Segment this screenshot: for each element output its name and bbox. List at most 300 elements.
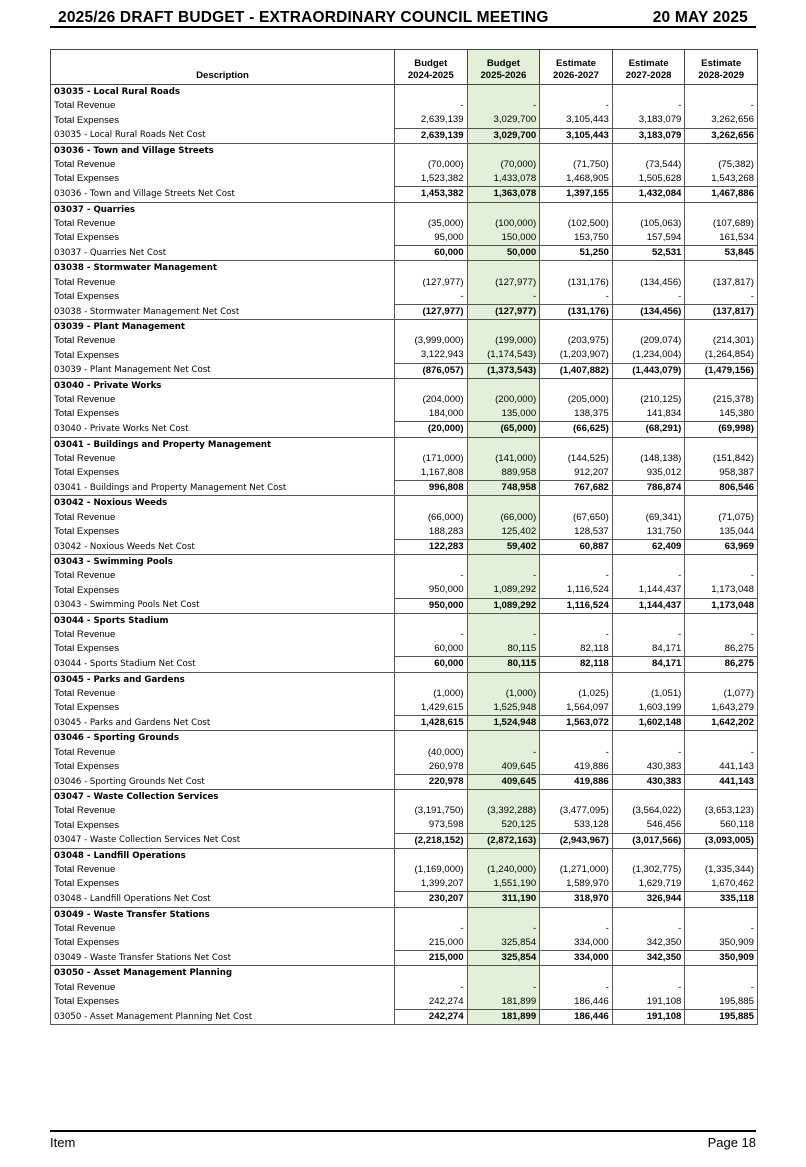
value-budget-2024-2025: - [395, 628, 468, 642]
empty-cell [540, 555, 613, 570]
value-estimate-2027-2028: 546,456 [612, 818, 685, 833]
empty-cell [612, 966, 685, 981]
value-budget-2025-2026: - [467, 99, 540, 113]
value-budget-2024-2025: - [395, 99, 468, 113]
row-label: Total Revenue [51, 334, 395, 348]
table-row [51, 922, 758, 936]
value-budget-2024-2025: 215,000 [395, 936, 468, 951]
section-header-row [51, 437, 758, 452]
empty-cell [612, 143, 685, 158]
value-estimate-2028-2029: - [685, 922, 758, 936]
empty-cell [685, 790, 758, 805]
row-label: Total Expenses [51, 113, 395, 128]
budget-table-body [51, 85, 758, 1025]
value-budget-2025-2026: 150,000 [467, 231, 540, 246]
table-row [51, 525, 758, 540]
net-cost-label: 03035 - Local Rural Roads Net Cost [51, 128, 395, 143]
value-estimate-2028-2029: 195,885 [685, 995, 758, 1010]
value-budget-2025-2026: - [467, 980, 540, 994]
empty-cell [467, 613, 540, 628]
column-header-estimate-2026-2027: Estimate 2026-2027 [540, 50, 613, 85]
net-budget-2025-2026: 50,000 [467, 246, 540, 261]
page-number: Page 18 [707, 1135, 756, 1150]
value-budget-2024-2025: (35,000) [395, 217, 468, 231]
net-cost-row [51, 892, 758, 907]
empty-cell [467, 85, 540, 100]
value-budget-2024-2025: - [395, 569, 468, 583]
empty-cell [685, 966, 758, 981]
empty-cell [467, 202, 540, 217]
value-budget-2025-2026: - [467, 290, 540, 305]
value-estimate-2027-2028: - [612, 980, 685, 994]
table-row [51, 172, 758, 187]
empty-cell [467, 496, 540, 511]
value-estimate-2026-2027: 153,750 [540, 231, 613, 246]
net-budget-2024-2025: 2,639,139 [395, 128, 468, 143]
value-budget-2024-2025: 1,167,808 [395, 466, 468, 481]
net-cost-row [51, 657, 758, 672]
empty-cell [395, 731, 468, 746]
table-row [51, 980, 758, 994]
section-title: 03049 - Waste Transfer Stations [51, 907, 395, 922]
row-label: Total Expenses [51, 877, 395, 892]
net-estimate-2027-2028: 1,144,437 [612, 598, 685, 613]
value-budget-2024-2025: (3,999,000) [395, 334, 468, 348]
net-budget-2025-2026: 1,089,292 [467, 598, 540, 613]
value-estimate-2026-2027: (67,650) [540, 510, 613, 524]
net-estimate-2028-2029: 335,118 [685, 892, 758, 907]
value-budget-2025-2026: - [467, 922, 540, 936]
value-estimate-2028-2029: (137,817) [685, 275, 758, 289]
value-estimate-2026-2027: 3,105,443 [540, 113, 613, 128]
value-estimate-2027-2028: (148,138) [612, 452, 685, 466]
value-estimate-2027-2028: 935,012 [612, 466, 685, 481]
value-estimate-2027-2028: (1,234,004) [612, 348, 685, 363]
value-estimate-2026-2027: - [540, 922, 613, 936]
value-estimate-2026-2027: (1,203,907) [540, 348, 613, 363]
net-estimate-2026-2027: 82,118 [540, 657, 613, 672]
value-estimate-2027-2028: 157,594 [612, 231, 685, 246]
net-estimate-2027-2028: 62,409 [612, 539, 685, 554]
section-title: 03040 - Private Works [51, 378, 395, 393]
row-label: Total Expenses [51, 818, 395, 833]
table-row [51, 348, 758, 363]
value-estimate-2026-2027: 419,886 [540, 760, 613, 775]
net-estimate-2026-2027: 334,000 [540, 951, 613, 966]
net-budget-2025-2026: (65,000) [467, 422, 540, 437]
value-budget-2025-2026: - [467, 628, 540, 642]
value-estimate-2026-2027: 334,000 [540, 936, 613, 951]
net-estimate-2027-2028: (68,291) [612, 422, 685, 437]
value-estimate-2026-2027: 1,468,905 [540, 172, 613, 187]
net-budget-2025-2026: 409,645 [467, 774, 540, 789]
value-budget-2024-2025: - [395, 922, 468, 936]
net-estimate-2027-2028: 191,108 [612, 1009, 685, 1024]
table-row [51, 804, 758, 818]
net-budget-2024-2025: (876,057) [395, 363, 468, 378]
value-estimate-2027-2028: 141,834 [612, 407, 685, 422]
column-header-description: Description [51, 50, 395, 85]
column-header-estimate-2028-2029: Estimate 2028-2029 [685, 50, 758, 85]
net-cost-row [51, 774, 758, 789]
net-estimate-2026-2027: 1,563,072 [540, 716, 613, 731]
value-budget-2025-2026: (100,000) [467, 217, 540, 231]
value-estimate-2027-2028: 1,603,199 [612, 701, 685, 716]
empty-cell [467, 555, 540, 570]
value-estimate-2028-2029: 86,275 [685, 642, 758, 657]
value-estimate-2026-2027: (3,477,095) [540, 804, 613, 818]
value-budget-2024-2025: 1,523,382 [395, 172, 468, 187]
net-cost-row [51, 1009, 758, 1024]
section-header-row [51, 261, 758, 276]
value-budget-2025-2026: 3,029,700 [467, 113, 540, 128]
net-budget-2025-2026: 1,363,078 [467, 187, 540, 202]
net-estimate-2026-2027: 60,887 [540, 539, 613, 554]
page-header [50, 6, 756, 28]
value-estimate-2027-2028: (134,456) [612, 275, 685, 289]
value-budget-2025-2026: 889,958 [467, 466, 540, 481]
empty-cell [612, 907, 685, 922]
net-estimate-2026-2027: 318,970 [540, 892, 613, 907]
net-cost-label: 03044 - Sports Stadium Net Cost [51, 657, 395, 672]
row-label: Total Revenue [51, 510, 395, 524]
empty-cell [395, 907, 468, 922]
empty-cell [467, 320, 540, 335]
empty-cell [467, 437, 540, 452]
empty-cell [540, 143, 613, 158]
value-budget-2024-2025: 1,429,615 [395, 701, 468, 716]
value-estimate-2026-2027: (71,750) [540, 158, 613, 172]
net-budget-2024-2025: 122,283 [395, 539, 468, 554]
net-estimate-2028-2029: 350,909 [685, 951, 758, 966]
empty-cell [685, 143, 758, 158]
value-budget-2024-2025: 973,598 [395, 818, 468, 833]
table-row [51, 760, 758, 775]
empty-cell [467, 672, 540, 687]
net-cost-label: 03039 - Plant Management Net Cost [51, 363, 395, 378]
empty-cell [395, 790, 468, 805]
net-budget-2024-2025: 996,808 [395, 481, 468, 496]
value-estimate-2028-2029: 145,380 [685, 407, 758, 422]
empty-cell [685, 555, 758, 570]
net-budget-2024-2025: 242,274 [395, 1009, 468, 1024]
value-estimate-2027-2028: - [612, 745, 685, 759]
section-header-row [51, 555, 758, 570]
empty-cell [540, 907, 613, 922]
net-estimate-2027-2028: 786,874 [612, 481, 685, 496]
value-estimate-2026-2027: - [540, 628, 613, 642]
empty-cell [395, 496, 468, 511]
value-estimate-2027-2028: (1,051) [612, 687, 685, 701]
net-cost-row [51, 363, 758, 378]
footer-rule [50, 1130, 756, 1132]
section-header-row [51, 672, 758, 687]
row-label: Total Expenses [51, 348, 395, 363]
value-estimate-2027-2028: - [612, 290, 685, 305]
row-label: Total Revenue [51, 217, 395, 231]
net-estimate-2026-2027: 767,682 [540, 481, 613, 496]
section-title: 03041 - Buildings and Property Management [51, 437, 395, 452]
net-budget-2025-2026: 59,402 [467, 539, 540, 554]
net-estimate-2028-2029: (1,479,156) [685, 363, 758, 378]
value-estimate-2026-2027: - [540, 745, 613, 759]
section-title: 03046 - Sporting Grounds [51, 731, 395, 746]
net-budget-2024-2025: 60,000 [395, 246, 468, 261]
value-estimate-2026-2027: (144,525) [540, 452, 613, 466]
value-budget-2024-2025: (70,000) [395, 158, 468, 172]
net-estimate-2027-2028: 1,602,148 [612, 716, 685, 731]
empty-cell [685, 437, 758, 452]
value-estimate-2028-2029: - [685, 745, 758, 759]
value-estimate-2026-2027: 138,375 [540, 407, 613, 422]
empty-cell [540, 496, 613, 511]
value-estimate-2026-2027: (1,025) [540, 687, 613, 701]
net-estimate-2028-2029: 806,546 [685, 481, 758, 496]
row-label: Total Revenue [51, 980, 395, 994]
empty-cell [685, 672, 758, 687]
net-estimate-2027-2028: (134,456) [612, 304, 685, 319]
empty-cell [612, 378, 685, 393]
net-estimate-2028-2029: 1,173,048 [685, 598, 758, 613]
empty-cell [612, 613, 685, 628]
net-estimate-2027-2028: 52,531 [612, 246, 685, 261]
empty-cell [540, 966, 613, 981]
empty-cell [395, 613, 468, 628]
net-estimate-2028-2029: 86,275 [685, 657, 758, 672]
value-estimate-2027-2028: (209,074) [612, 334, 685, 348]
value-estimate-2028-2029: - [685, 99, 758, 113]
value-budget-2025-2026: - [467, 569, 540, 583]
value-estimate-2028-2029: 161,534 [685, 231, 758, 246]
section-title: 03036 - Town and Village Streets [51, 143, 395, 158]
value-budget-2024-2025: (171,000) [395, 452, 468, 466]
row-label: Total Revenue [51, 569, 395, 583]
net-estimate-2026-2027: 419,886 [540, 774, 613, 789]
table-row [51, 334, 758, 348]
value-budget-2024-2025: (3,191,750) [395, 804, 468, 818]
value-budget-2025-2026: (1,240,000) [467, 863, 540, 877]
value-budget-2025-2026: 1,525,948 [467, 701, 540, 716]
empty-cell [540, 731, 613, 746]
row-label: Total Revenue [51, 863, 395, 877]
net-cost-row [51, 304, 758, 319]
empty-cell [612, 261, 685, 276]
row-label: Total Expenses [51, 995, 395, 1010]
net-cost-label: 03041 - Buildings and Property Management Net Cost [51, 481, 395, 496]
value-estimate-2027-2028: (3,564,022) [612, 804, 685, 818]
budget-table [50, 49, 758, 1025]
value-estimate-2026-2027: (205,000) [540, 393, 613, 407]
section-title: 03044 - Sports Stadium [51, 613, 395, 628]
column-header-budget-2024-2025: Budget 2024-2025 [395, 50, 468, 85]
empty-cell [395, 202, 468, 217]
table-row [51, 510, 758, 524]
value-budget-2025-2026: 1,551,190 [467, 877, 540, 892]
section-title: 03045 - Parks and Gardens [51, 672, 395, 687]
section-title: 03048 - Landfill Operations [51, 848, 395, 863]
table-row [51, 569, 758, 583]
empty-cell [612, 790, 685, 805]
table-row [51, 687, 758, 701]
value-estimate-2027-2028: 1,144,437 [612, 583, 685, 598]
value-estimate-2028-2029: (215,378) [685, 393, 758, 407]
net-budget-2025-2026: 325,854 [467, 951, 540, 966]
value-estimate-2028-2029: 560,118 [685, 818, 758, 833]
value-estimate-2026-2027: - [540, 569, 613, 583]
net-budget-2025-2026: 181,899 [467, 1009, 540, 1024]
value-estimate-2028-2029: 958,387 [685, 466, 758, 481]
row-label: Total Expenses [51, 466, 395, 481]
empty-cell [395, 378, 468, 393]
empty-cell [685, 496, 758, 511]
value-budget-2024-2025: - [395, 980, 468, 994]
net-budget-2024-2025: 1,453,382 [395, 187, 468, 202]
empty-cell [467, 378, 540, 393]
value-estimate-2027-2028: (105,063) [612, 217, 685, 231]
value-estimate-2027-2028: - [612, 99, 685, 113]
empty-cell [685, 848, 758, 863]
value-budget-2024-2025: 188,283 [395, 525, 468, 540]
value-budget-2025-2026: - [467, 745, 540, 759]
net-cost-label: 03036 - Town and Village Streets Net Cost [51, 187, 395, 202]
net-estimate-2027-2028: (1,443,079) [612, 363, 685, 378]
table-row [51, 217, 758, 231]
empty-cell [612, 496, 685, 511]
empty-cell [395, 555, 468, 570]
value-budget-2025-2026: (66,000) [467, 510, 540, 524]
empty-cell [540, 202, 613, 217]
net-budget-2024-2025: 60,000 [395, 657, 468, 672]
empty-cell [395, 672, 468, 687]
value-budget-2025-2026: 325,854 [467, 936, 540, 951]
row-label: Total Expenses [51, 760, 395, 775]
value-budget-2025-2026: 135,000 [467, 407, 540, 422]
empty-cell [467, 848, 540, 863]
value-estimate-2027-2028: 1,629,719 [612, 877, 685, 892]
net-estimate-2028-2029: 53,845 [685, 246, 758, 261]
value-budget-2024-2025: (127,977) [395, 275, 468, 289]
table-row [51, 745, 758, 759]
net-estimate-2027-2028: 3,183,079 [612, 128, 685, 143]
value-estimate-2028-2029: (3,653,123) [685, 804, 758, 818]
value-estimate-2027-2028: 191,108 [612, 995, 685, 1010]
value-budget-2024-2025: 3,122,943 [395, 348, 468, 363]
section-header-row [51, 907, 758, 922]
value-budget-2025-2026: (3,392,288) [467, 804, 540, 818]
value-estimate-2028-2029: - [685, 569, 758, 583]
net-estimate-2028-2029: 1,642,202 [685, 716, 758, 731]
footer-item-label: Item [50, 1135, 76, 1150]
section-title: 03047 - Waste Collection Services [51, 790, 395, 805]
value-estimate-2028-2029: 1,643,279 [685, 701, 758, 716]
net-cost-row [51, 422, 758, 437]
empty-cell [612, 672, 685, 687]
table-row [51, 99, 758, 113]
empty-cell [685, 261, 758, 276]
net-cost-label: 03040 - Private Works Net Cost [51, 422, 395, 437]
table-row [51, 877, 758, 892]
row-label: Total Expenses [51, 231, 395, 246]
row-label: Total Expenses [51, 936, 395, 951]
net-estimate-2026-2027: 1,397,155 [540, 187, 613, 202]
net-cost-row [51, 128, 758, 143]
empty-cell [612, 848, 685, 863]
table-row [51, 407, 758, 422]
net-cost-label: 03042 - Noxious Weeds Net Cost [51, 539, 395, 554]
value-estimate-2026-2027: 1,116,524 [540, 583, 613, 598]
value-estimate-2028-2029: - [685, 980, 758, 994]
net-cost-row [51, 951, 758, 966]
net-estimate-2028-2029: (3,093,005) [685, 833, 758, 848]
section-header-row [51, 320, 758, 335]
section-header-row [51, 85, 758, 100]
net-budget-2025-2026: (2,872,163) [467, 833, 540, 848]
row-label: Total Revenue [51, 393, 395, 407]
empty-cell [395, 320, 468, 335]
value-estimate-2027-2028: 1,505,628 [612, 172, 685, 187]
table-row [51, 231, 758, 246]
table-row [51, 275, 758, 289]
net-budget-2024-2025: (2,218,152) [395, 833, 468, 848]
value-estimate-2027-2028: 84,171 [612, 642, 685, 657]
net-cost-label: 03049 - Waste Transfer Stations Net Cost [51, 951, 395, 966]
net-estimate-2027-2028: 326,944 [612, 892, 685, 907]
row-label: Total Revenue [51, 158, 395, 172]
net-estimate-2026-2027: 186,446 [540, 1009, 613, 1024]
empty-cell [612, 320, 685, 335]
value-budget-2024-2025: 95,000 [395, 231, 468, 246]
net-budget-2025-2026: 3,029,700 [467, 128, 540, 143]
table-row [51, 290, 758, 305]
empty-cell [540, 85, 613, 100]
section-title: 03037 - Quarries [51, 202, 395, 217]
table-row [51, 628, 758, 642]
table-row [51, 466, 758, 481]
table-row [51, 863, 758, 877]
value-budget-2024-2025: (40,000) [395, 745, 468, 759]
empty-cell [467, 143, 540, 158]
value-estimate-2026-2027: - [540, 99, 613, 113]
value-estimate-2027-2028: (69,341) [612, 510, 685, 524]
value-estimate-2028-2029: 3,262,656 [685, 113, 758, 128]
value-estimate-2028-2029: 441,143 [685, 760, 758, 775]
empty-cell [395, 848, 468, 863]
section-header-row [51, 378, 758, 393]
value-estimate-2027-2028: - [612, 628, 685, 642]
row-label: Total Revenue [51, 804, 395, 818]
value-estimate-2027-2028: (73,544) [612, 158, 685, 172]
net-cost-row [51, 833, 758, 848]
value-estimate-2028-2029: (214,301) [685, 334, 758, 348]
net-estimate-2028-2029: 195,885 [685, 1009, 758, 1024]
empty-cell [612, 731, 685, 746]
value-budget-2025-2026: (1,174,543) [467, 348, 540, 363]
net-cost-label: 03047 - Waste Collection Services Net Cost [51, 833, 395, 848]
value-budget-2024-2025: - [395, 290, 468, 305]
empty-cell [540, 320, 613, 335]
table-row [51, 113, 758, 128]
net-estimate-2028-2029: (69,998) [685, 422, 758, 437]
value-budget-2025-2026: 80,115 [467, 642, 540, 657]
empty-cell [685, 907, 758, 922]
empty-cell [540, 672, 613, 687]
value-budget-2025-2026: 1,089,292 [467, 583, 540, 598]
value-estimate-2026-2027: 1,589,970 [540, 877, 613, 892]
column-header-budget-2025-2026: Budget 2025-2026 [467, 50, 540, 85]
meeting-date: 20 MAY 2025 [652, 9, 748, 26]
section-header-row [51, 966, 758, 981]
empty-cell [540, 613, 613, 628]
